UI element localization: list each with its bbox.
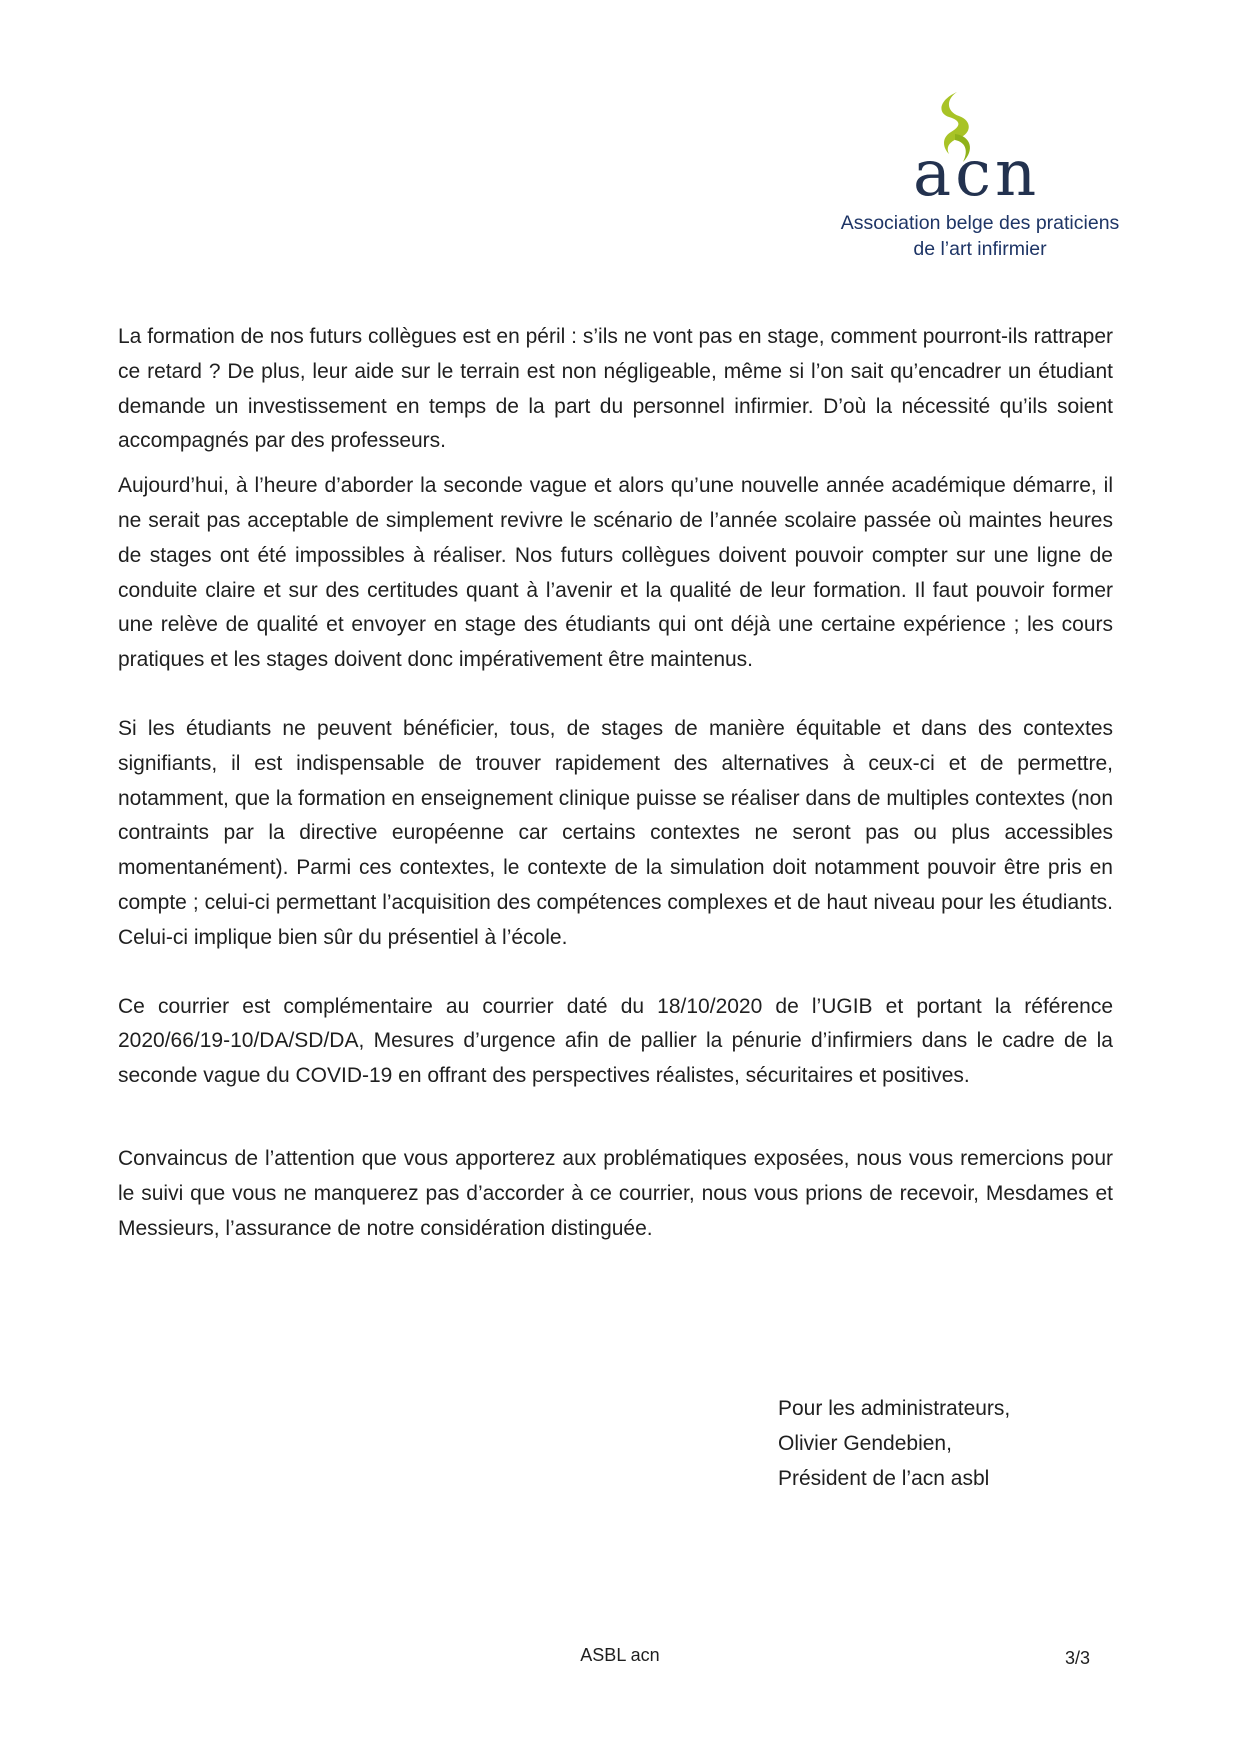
signature-title: Président de l’acn asbl [778,1466,990,1490]
paragraph-3: Si les étudiants ne peuvent bénéficier, tous, de stages de manière équitable et dans des contextes signifiants, il est indispensable de trouver rapidement des alternatives à ceux-ci et de permettre, notamment, que la formation en enseignement clinique puisse se réaliser dans de multiples contextes (non contraints par la directive européenne car certains contextes ne seront pas ou plus accessibles momentanément). Parmi ces contextes, le contexte de la simulation doit notamment pouvoir être pris en compte ; celui-ci permettant l’acquisition des compétences complexes et de haut niveau pour les étudiants. Celui-ci implique bien sûr du présentiel à l’école. [118,716,1113,949]
paragraph-4: Ce courrier est complémentaire au courrier daté du 18/10/2020 de l’UGIB et portant la référence 2020/66/19-10/DA/SD/DA, Mesures d’urgence afin de pallier la pénurie d’infirmiers dans le cadre de la seconde vague du COVID-19 en offrant des perspectives réalistes, sécuritaires et positives. [118,994,1113,1088]
paragraph-5: Convaincus de l’attention que vous apporterez aux problématiques exposées, nous vous remercions pour le suivi que vous ne manquerez pas d’accorder à ce courrier, nous vous prions de recevoir, Mesdames et Messieurs, l’assurance de notre considération distinguée. [118,1146,1113,1240]
acn-logo [820,90,1140,270]
logo-tagline-line2: de l’art infirmier [913,238,1047,260]
footer-org: ASBL acn [580,1645,660,1665]
paragraph-2: Aujourd’hui, à l’heure d’aborder la seconde vague et alors qu’une nouvelle année académique démarre, il ne serait pas acceptable de simplement revivre le scénario de l’année scolaire passée où maintes heures de stages ont été impossibles à réaliser. Nos futurs collègues doivent pouvoir compter sur une ligne de conduite claire et sur des certitudes quant à l’avenir et la qualité de leur formation. Il faut pouvoir former une relève de qualité et envoyer en stage des étudiants qui ont déjà une certaine expérience ; les cours pratiques et les stages doivent donc impérativement être maintenus. [118,474,1113,672]
logo-wordmark: acn [913,137,1041,211]
logo-tagline-line1: Association belge des praticiens [840,212,1120,234]
page-number: 3/3 [1064,1648,1090,1668]
signature-name: Olivier Gendebien, [778,1431,952,1455]
signature-line-1: Pour les administrateurs, [778,1397,1011,1420]
letter-body [118,320,1113,1246]
paragraph-1: La formation de nos futurs collègues est en péril : s’ils ne vont pas en stage, comment pourront-ils rattraper ce retard ? De plus, leur aide sur le terrain est non négligeable, même si l’on sait qu’encadrer un étudiant demande un investissement en temps de la part du personnel infirmier. D’où la nécessité qu’ils soient accompagnés par des professeurs. [118,325,1113,453]
signature-block [778,1392,1010,1496]
